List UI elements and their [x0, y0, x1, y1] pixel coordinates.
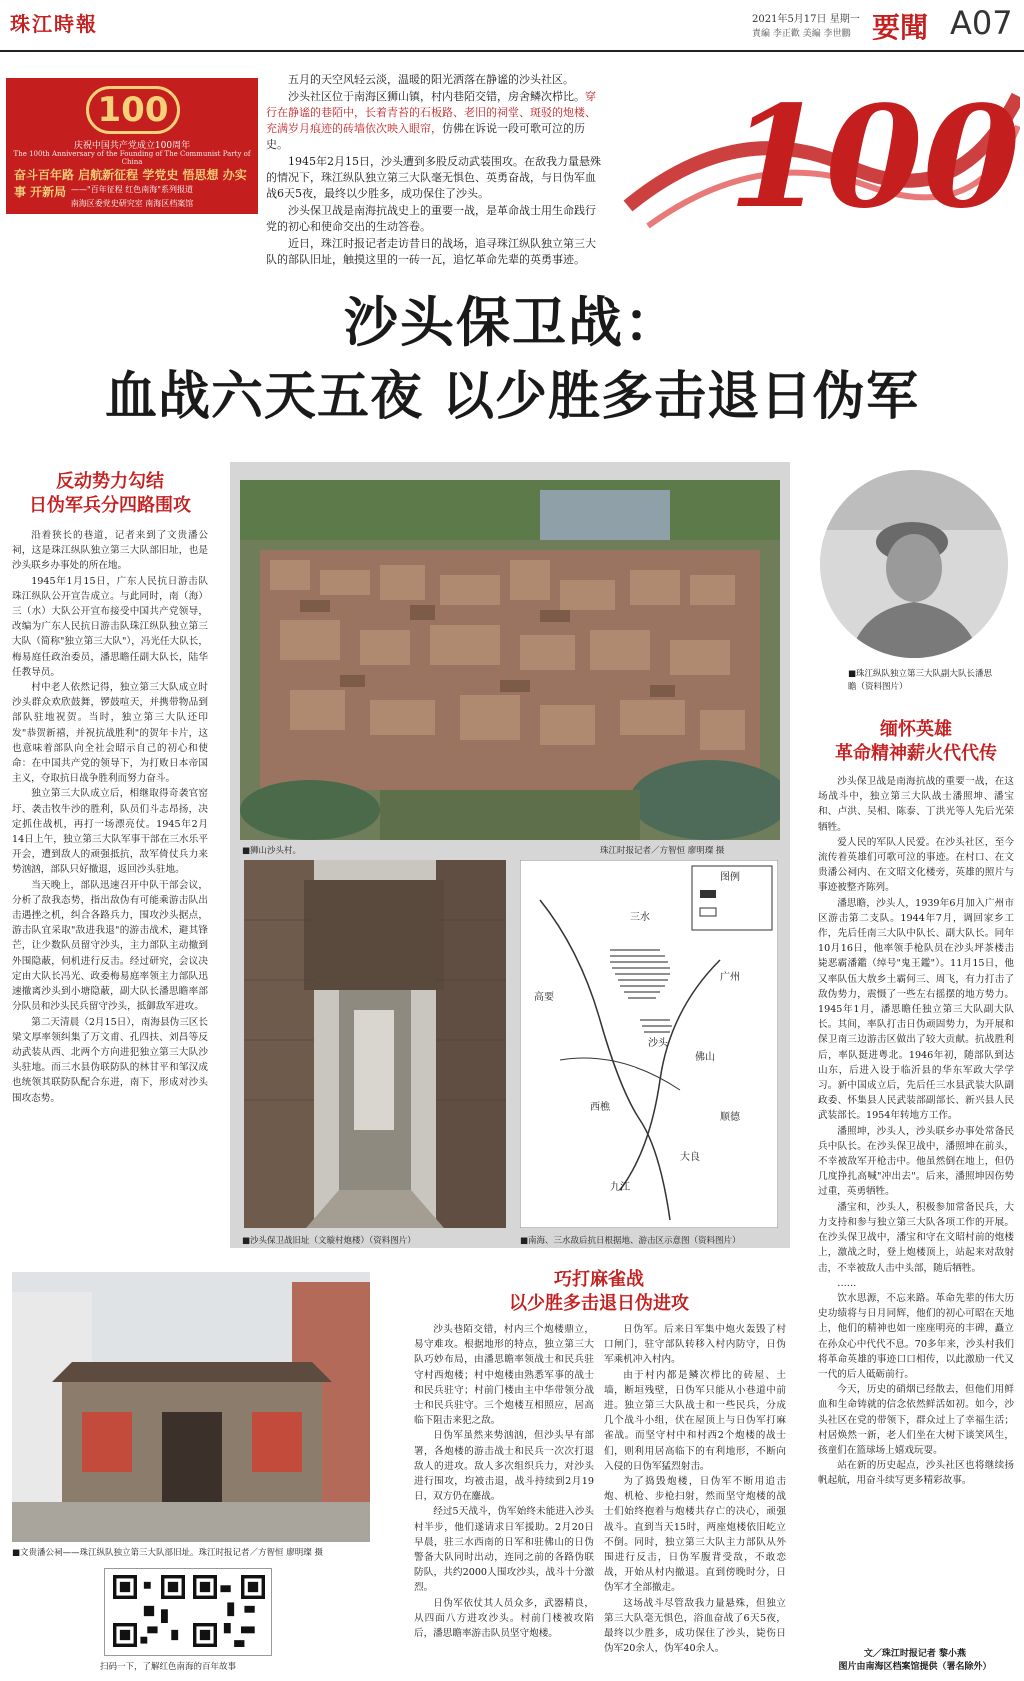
paragraph: 为了捣毁炮楼，日伪军不断用追击炮、机枪、步枪扫射，然而坚守炮楼的战士们始终抱着与炮楼共存亡的决心，顽强战斗。直到当天15时，两座炮楼依旧屹立不倒。同时，独立第三大队主力部队从外围进行反击，日伪军腹背受敌，不敢恋战，开始从村内撤退。直到傍晚时分，日伪军才全部撤走。: [604, 1476, 786, 1594]
centenary-badge: [6, 78, 258, 214]
alley-gate-photo: [244, 860, 506, 1228]
intro-highlight: 穿行在静谧的巷陌中，长着青苔的石板路、老旧的祠堂、斑驳的炮楼、充满岁月痕迹的砖墙依次映入眼帘，: [266, 90, 596, 135]
paragraph: 第二天清晨（2月15日），南海县伪三区长梁文厚率领纠集了万文甫、孔四扶、刘昌等反动武装从西、北两个方向进犯独立第三大队沙头驻地。而三水县伪联防队的林甘平和邹汉成也统领其联防队配合东进，南下，形成对沙头围攻态势。: [12, 1016, 208, 1104]
centenary-logo: 100: [86, 86, 180, 134]
middle-heading: [414, 1268, 784, 1316]
paragraph: 日伪军虽然来势汹汹，但沙头早有部署，各炮楼的游击战士和民兵一次次打退敌人的进攻。敌人多次组织兵力，对沙头进行围攻，均被击退，战斗持续到2月19日，双方仍在鏖战。: [414, 1430, 594, 1503]
intro-paragraph: 1945年2月15日，沙头遭到多股反动武装围攻。在敌我力量悬殊的情况下，珠江纵队独立第三大队毫无惧色、英勇奋战，与日伪军血战6天5夜，最终以少胜多，成功保住了沙头。: [266, 155, 601, 200]
map-label: 西樵: [590, 1102, 610, 1113]
page-number: A07: [950, 4, 1013, 42]
paragraph: 沿着狭长的巷道，记者来到了文贵潘公祠，这是珠江纵队独立第三大队部旧址，也是沙头联乡办事处的所在地。: [12, 530, 208, 572]
badge-series: ——"百年征程 红色南海"系列报道: [71, 185, 193, 194]
left-subheading-1: 反动势力勾结: [56, 471, 164, 492]
badge-line-2: The 100th Anniversary of the Founding of The Communist Party of China: [13, 150, 251, 166]
alley-caption: ■沙头保卫战旧址（文璇村炮楼）（资料图片）: [242, 1236, 416, 1246]
right-subheading-1: 缅怀英雄: [880, 719, 952, 740]
qr-code-box: [104, 1568, 272, 1656]
map-caption: ■南海、三水敌后抗日根据地、游击区示意图（资料图片）: [520, 1236, 741, 1246]
aerial-credit: 珠江时报记者／方智恒 廖明璨 摄: [600, 846, 725, 856]
intro-text-span: 仿佛在诉说一段可歌可泣的历史。: [266, 122, 585, 151]
byline-author: 文／珠江时报记者 黎小燕: [863, 1649, 967, 1659]
base-area-map: [520, 860, 778, 1228]
issue-date: 2021年5月17日 星期一: [752, 14, 860, 25]
section-name: 要聞: [872, 11, 929, 44]
map-legend-title: 图例: [720, 872, 740, 883]
left-subheading-2: 日伪军兵分四路围攻: [29, 495, 191, 516]
legend-base-swatch: [700, 890, 716, 898]
middle-column-2: [604, 1322, 786, 1656]
map-label: 大良: [680, 1152, 700, 1163]
map-label: 沙头: [648, 1038, 668, 1049]
paragraph: 村中老人依然记得，独立第三大队成立时沙头群众欢欣鼓舞，锣鼓喧天，并携带物品到部队驻地祝贺。当时，独立第三大队还印发"恭贺新禧，并祝抗战胜利"的贺年卡片，这也意味着部队向全社会昭示自己的初心和使命：在中国共产党的领导下，为打败日本帝国主义，夺取抗日战争胜利而努力奋斗。: [12, 682, 208, 785]
middle-subheading-1: 巧打麻雀战: [554, 1269, 644, 1290]
badge-slogan: 奋斗百年路 启航新征程 学党史 悟思想 办实事 开新局: [14, 168, 247, 199]
paragraph: 日伪军依仗其人员众多，武器精良，从四面八方进攻沙头。村前门楼被攻陷后，潘思瞻率游击队员坚守炮楼。: [414, 1597, 594, 1640]
paragraph: 沙头保卫战是南海抗战的重要一战，在这场战斗中，独立第三大队战士潘照坤、潘宝和、卢洪、吴相、陈泰、丁洪光等人先后光荣牺牲。: [818, 776, 1014, 833]
right-article: [818, 718, 1014, 1489]
paragraph: 爱人民的军队人民爱。在沙头社区，至今流传着英雄们可歌可泣的事迹。在村口、在文贵潘公祠内、在文昭文化楼旁，英雄的照片与事迹被整齐陈列。: [818, 836, 1014, 894]
qr-code-icon[interactable]: [113, 1575, 185, 1647]
map-label: 三水: [630, 912, 650, 923]
paragraph: 由于村内都是鳞次栉比的砖屋、土墙，断垣残壁，日伪军只能从小巷道中前进。独立第三大队战士和一些民兵，分成几个战斗小组，伏在屋顶上与日伪军打麻雀战。而坚守村中和村西2个炮楼的战士们，则利用居高临下的有利地形，不断向入侵的日伪军猛烈射击。: [604, 1369, 786, 1472]
paragraph: 独立第三大队成立后，相继取得奇袭官窑圩、袭击牧牛沙的胜利，队员们斗志昂扬，决定抓住战机，再打一场漂亮仗。1945年2月14日上午，独立第三大队军事干部在三水乐平开会，遭到敌人的顽强抵抗，敌军倚仗兵力来势汹汹，部队只好撤退，返回沙头驻地。: [12, 788, 208, 876]
byline: [820, 1648, 1010, 1674]
paragraph: 这场战斗尽管敌我力量悬殊，但独立第三大队毫无惧色，浴血奋战了6天5夜，最终以少胜多，成功保住了沙头，毙伤日伪军20余人，伪军40余人。: [604, 1597, 786, 1655]
map-label: 广州: [720, 972, 740, 983]
paper-name: 珠江時報: [10, 12, 98, 36]
aerial-village-photo: [240, 480, 780, 840]
qr-caption: 扫码一下，了解红色南海的百年故事: [100, 1662, 237, 1672]
intro-paragraph: 沙头保卫战是南海抗战史上的重要一战，是革命战士用生命践行党的初心和使命交出的生动答卷。: [266, 204, 596, 233]
masthead: [0, 0, 1024, 52]
badge-organizers: 南海区委党史研究室 南海区档案馆: [70, 199, 194, 208]
badge-line-1: 庆祝中国共产党成立100周年: [73, 141, 191, 151]
portrait-photo: [820, 470, 1008, 658]
paragraph: 潘照坤，沙头人，沙头联乡办事处常备民兵中队长。在沙头保卫战中，潘照坤在前头，不幸被敌军开枪击中。他虽然倒在地上，但仍几度挣扎高喊"冲出去"。后来，潘照坤因伤势过重，英勇牺牲。: [818, 1125, 1014, 1198]
paragraph: 潘思瞻，沙头人，1939年6月加入广州市区游击第二支队。1944年7月，调回家乡工作，先后任南三大队中队长、副大队长。同年10月16日，他率领手枪队员在沙头坪茶楼击毙恶霸潘鑑（绰号"鬼王鑑"）。11月15日，他又率队伍大敖乡土霸何三、周飞，有力打击了敌伪势力，震慑了一些左右摇摆的地方势力。1945年1月，潘思瞻任独立第三大队副大队长。其间，率队打击日伪顽固势力，为开展和保卫南三边游击区做出了较大贡献。抗战胜利后，率队挺进粤北。1946年初，随部队到达山东，后进入设于临沂县的华东军政大学学习。新中国成立后，先后任三水县武装大队副政委、怀集县人民武装部副部长、新兴县人民武装部长。1954年转地方工作。: [818, 897, 1014, 1122]
byline-photo-credit: 图片由南海区档案馆提供（署名除外）: [838, 1662, 992, 1672]
paragraph: 饮水思源，不忘来路。革命先辈的伟大历史功绩将与日月同辉，他们的初心可昭在天地上，他们的精神也如一座座明亮的丰碑，矗立在孙众心中代代不息。70多年来，沙头村我们将革命英雄的事迹口口相传，以此激励一代又一代的后人砥砺前行。: [818, 1292, 1014, 1380]
middle-column-1: [414, 1322, 594, 1641]
right-subheading-2: 革命精神薪火代代传: [835, 743, 997, 764]
paragraph: 沙头巷陌交错，村内三个炮楼鼎立，易守难攻。根据地形的特点，独立第三大队巧妙布局，由潘思瞻率领战士和民兵驻守村西炮楼；村中炮楼由熟悉军事的战士和民兵驻守；村前门楼由主中华带领分战士和民兵驻守。三个炮楼互相照应，居高临下阻击来犯之敌。: [414, 1324, 594, 1427]
photo-panel: [230, 462, 790, 1248]
map-label: 佛山: [695, 1052, 715, 1063]
ancestral-hall-photo: [12, 1272, 370, 1542]
left-article: [12, 470, 208, 1106]
paragraph: 潘宝和，沙头人，积极参加常备民兵，大力支持和参与独立第三大队各项工作的开展。在沙头保卫战中，潘宝和守在文昭村前的炮楼上，激战之时，登上炮楼顶上，站起来对敌射击，不幸被敌人击中头部，随后牺牲。: [818, 1201, 1014, 1274]
intro-text-span: 沙头社区位于南海区狮山镇，村内巷陌交错，房舍鳞次栉比。: [288, 90, 585, 103]
portrait-caption: ■珠江纵队独立第三大队副大队长潘思瞻（资料图片）: [848, 669, 993, 692]
headline-line-1: 沙头保卫战：: [344, 290, 680, 354]
aerial-caption: ■狮山沙头村。: [242, 846, 302, 856]
paragraph: 1945年1月15日，广东人民抗日游击队珠江纵队公开宣告成立。与此同时，南（海）三（水）大队公开宣布接受中国共产党领导，改编为广东人民抗日游击队珠江纵队独立第三大队（简称"独立第三大队"），冯光任大队长，梅易庭任政治委员，潘思瞻任副大队长，陆华任教导员。: [12, 575, 208, 678]
headline-line-2: 血战六天五夜 以少胜多击退日伪军: [104, 366, 920, 427]
editors-line: 責編 李正歡 美編 李世鵬: [752, 29, 851, 39]
intro-text: [266, 72, 606, 269]
middle-subheading-2: 以少胜多击退日伪进攻: [509, 1293, 689, 1314]
ancestral-hall-caption: ■文贵潘公祠——珠江纵队独立第三大队部旧址。珠江时报记者／方智恒 廖明璨 摄: [12, 1548, 323, 1558]
paragraph: 当天晚上，部队迅速召开中队干部会议，分析了敌我态势，指出敌伪有可能乘游击队出击遇挫之机，纠合各路兵力，围攻沙头据点，游击队宜采取"敌进我退"的游击战术，避其锋芒，让少数队员留守沙头，主力部队主动撤到外围隐蔽，伺机进行反击。经过研究，会议决定由大队长冯光、政委梅易庭率领主力部队迅速撤离沙头到小塘隐蔽，副大队长潘思瞻率部分队员和沙头民兵留守沙头，抵御敌军进攻。: [12, 879, 208, 1013]
left-body: [12, 528, 208, 1106]
map-label: 高要: [534, 992, 554, 1003]
paragraph: 日伪军。后来日军集中炮火轰毁了村口闸门，驻守部队转移入村内防守，日伪军乘机冲入村内。: [604, 1324, 786, 1366]
map-label: 顺德: [720, 1112, 740, 1123]
intro-paragraph: 近日，珠江时报记者走访昔日的战场，追寻珠江纵队独立第三大队的部队旧址，触摸这里的一砖一瓦，追忆革命先辈的英勇事迹。: [266, 237, 596, 266]
paragraph: 站在新的历史起点，沙头社区也将继续扬帆起航，用奋斗续写更多精彩故事。: [818, 1460, 1014, 1487]
intro-paragraph: 五月的天空风轻云淡，温暖的阳光洒落在静谧的沙头社区。: [288, 73, 574, 86]
paragraph: ……: [837, 1277, 857, 1289]
svg-text:100: 100: [728, 76, 1020, 240]
paragraph: 经过5天战斗，伪军始终未能进入沙头村半步，他们遂请求日军援助。2月20日早晨，驻三水西南的日军和驻佛山的日伪警备大队同时出动，连同之前的各路伪联防队，共约2000人围攻沙头，战斗十分激烈。: [414, 1506, 594, 1594]
map-label: 九江: [610, 1182, 630, 1193]
ribbon-100-decoration: [618, 56, 1020, 246]
intro-paragraph: [266, 89, 606, 153]
paragraph: 今天，历史的硝烟已经散去，但他们用鲜血和生命铸就的信念依然鲜活如初。如今，沙头社区在党的带领下，群众过上了幸福生活；村居焕然一新，老人们坐在大树下谈笑风生，孩童们在篮球场上嬉戏玩耍。: [818, 1384, 1014, 1456]
qr-code-icon[interactable]: [193, 1575, 265, 1647]
right-body: [818, 774, 1014, 1489]
